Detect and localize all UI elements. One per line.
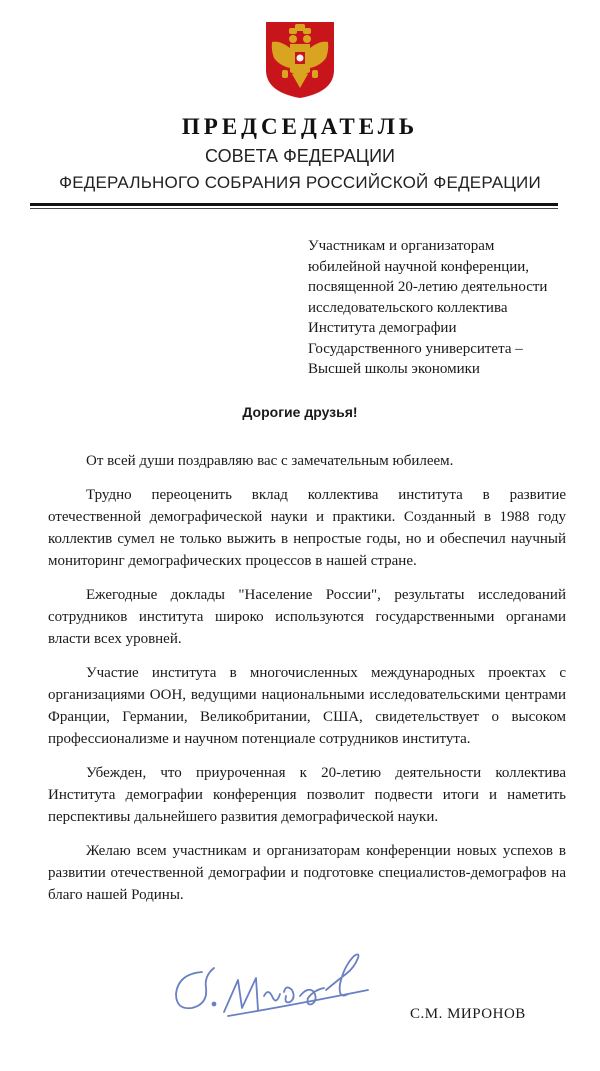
- header-organization: ФЕДЕРАЛЬНОГО СОБРАНИЯ РОССИЙСКОЙ ФЕДЕРАЦИИ: [59, 173, 541, 192]
- addressee-block: [308, 236, 578, 380]
- salutation: Дорогие друзья!: [242, 404, 358, 420]
- header-divider-thin: [30, 208, 558, 209]
- addressee-line: Высшей школы экономики: [308, 361, 480, 377]
- addressee-line: Участникам и организаторам: [308, 238, 495, 254]
- paragraph: От всей души поздравляю вас с замечательным юбилеем.: [86, 453, 454, 469]
- addressee-line: Института демографии: [308, 320, 457, 336]
- handwritten-signature-icon: [168, 950, 398, 1030]
- header-subtitle: СОВЕТА ФЕДЕРАЦИИ: [205, 146, 395, 166]
- addressee-line: исследовательского коллектива: [308, 299, 508, 316]
- header-title: ПРЕДСЕДАТЕЛЬ: [181, 114, 419, 139]
- addressee-line: юбилейной научной конференции,: [308, 258, 530, 275]
- letter-body: [48, 450, 566, 918]
- addressee-line: посвященной 20-летию деятельности: [308, 279, 548, 295]
- paragraph: Участие института в многочисленных международных проектах с организациями ООН, ведущими национальными исследовательскими центрами Франции, Германии, Великобритании, США, свидетельствует о высоком профессионализме и научном потенциале сотрудников института.: [48, 665, 566, 747]
- paragraph: Желаю всем участникам и организаторам конференции новых успехов в развитии отечественной демографии и подготовке специалистов-демографов на благо нашей Родины.: [48, 843, 566, 903]
- addressee-line: Государственного университета –: [308, 340, 523, 357]
- signer-name: С.М. МИРОНОВ: [410, 1006, 526, 1022]
- paragraph: Трудно переоценить вклад коллектива института в развитие отечественной демографической науки и практики. Созданный в 1988 году коллектив сумел не только выжить в непростые годы, но и обеспечил научный мониторинг демографических процессов в нашей стране.: [48, 487, 566, 569]
- paragraph: Ежегодные доклады "Население России", результаты исследований сотрудников института широко используются государственными органами власти всех уровней.: [48, 587, 566, 647]
- coat-of-arms-icon: [262, 20, 338, 100]
- header-divider: [30, 203, 558, 206]
- paragraph: Убежден, что приуроченная к 20-летию деятельности коллектива Института демографии конференция позволит подвести итоги и наметить перспективы дальнейшего развития демографической науки.: [48, 765, 566, 825]
